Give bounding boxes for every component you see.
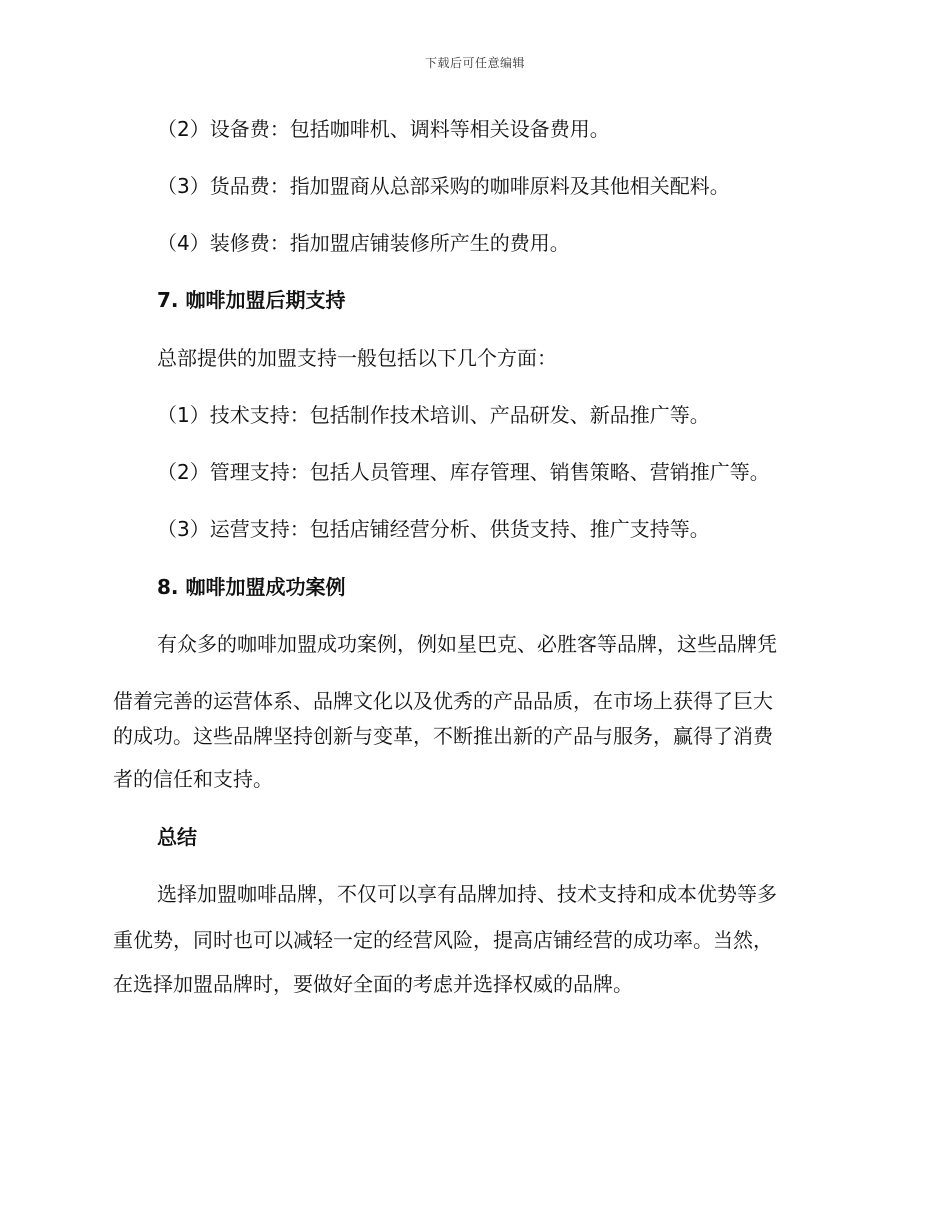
cases-paragraph-line: 者的信任和支持。 [113, 767, 273, 791]
section-heading-summary: 总结 [157, 825, 197, 849]
support-item-operations: （3）运营支持：包括店铺经营分析、供货支持、推广支持等。 [157, 517, 710, 541]
support-intro: 总部提供的加盟支持一般包括以下几个方面： [157, 346, 557, 370]
support-item-technical: （1）技术支持：包括制作技术培训、产品研发、新品推广等。 [157, 403, 710, 427]
summary-paragraph-line: 在选择加盟品牌时，要做好全面的考虑并选择权威的品牌。 [113, 972, 633, 996]
section-heading-cases: 8. 咖啡加盟成功案例 [157, 575, 346, 599]
support-item-management: （2）管理支持：包括人员管理、库存管理、销售策略、营销推广等。 [157, 460, 770, 484]
cases-paragraph-line: 有众多的咖啡加盟成功案例，例如星巴克、必胜客等品牌，这些品牌凭 [157, 632, 777, 656]
summary-paragraph-line: 选择加盟咖啡品牌，不仅可以享有品牌加持、技术支持和成本优势等多 [157, 882, 777, 906]
cases-paragraph-line: 借着完善的运营体系、品牌文化以及优秀的产品品质，在市场上获得了巨大 [113, 689, 773, 713]
cost-item-equipment: （2）设备费：包括咖啡机、调料等相关设备费用。 [157, 117, 610, 141]
page-header: 下载后可任意编辑 [424, 56, 525, 70]
cost-item-goods: （3）货品费：指加盟商从总部采购的咖啡原料及其他相关配料。 [157, 174, 730, 198]
cost-item-decoration: （4）装修费：指加盟店铺装修所产生的费用。 [157, 231, 570, 255]
section-heading-support: 7. 咖啡加盟后期支持 [157, 288, 346, 312]
cases-paragraph-line: 的成功。这些品牌坚持创新与变革，不断推出新的产品与服务，赢得了消费 [113, 724, 773, 748]
summary-paragraph-line: 重优势，同时也可以减轻一定的经营风险，提高店铺经营的成功率。当然， [113, 928, 773, 952]
